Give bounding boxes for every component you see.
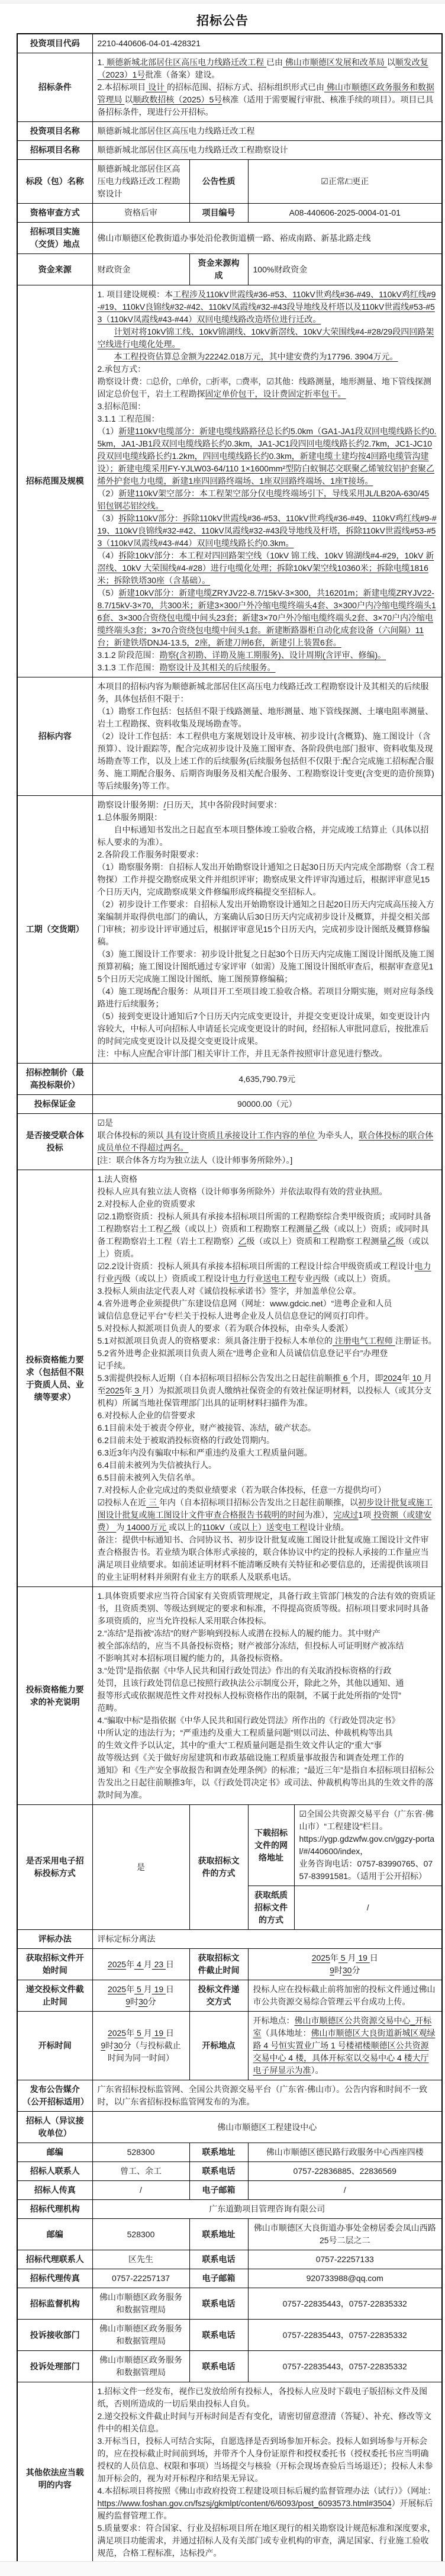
row-location-label: 招标项目实施（交货）地点 <box>17 223 92 254</box>
table-row <box>17 2162 442 2181</box>
table-row <box>17 223 442 254</box>
row-qualification-value: 1.法人资格 投标人应具有独立法人资格（设计师事务所除外）并依法取得有效的营业执照。 2.对投标人企业的资质要求 ☑2.1勘察资质：投标人须具有承接本招标项目所需的工程勘察综合类甲级资质；或同时具备工程勘察岩土工程乙级（或以上）资质和工程勘察工程测量乙级（或以上）资质；或同时具备工程勘察岩土工程（岩土工程勘察）乙级（或以上）资质和工程勘察工程测量乙级（或以上）资质。 ☑2.2设计资质：投标人须具有承接本招标项目所需的工程设计综合甲级资质或工程设计电力行业丙级（或以上）资质或工程设计电力行业送电工程专业丙级（或以上）资质。 3.投标人须由法定代表人对《诚信投标承诺书》签字，并加盖单位公章。 4.省外进粤企业须提供广东建设信息网（网址：www.gdcic.net）“进粤企业和人员 诚信信息登记平台”专栏关于投标人进粤企业及人员信息登记的网页打印件。 5.对投标人拟派项目负责人的要求（若为联合体投标，由牵头人委派） 5.1对拟派项目负责人的资格要求：须具备注册于投标人本单位的 注册电气工程师 注册证书。 5.2省外进粤企业拟派项目负责人须在“进粤企业和人员诚信信息登记平台”办理登 记手续。 5.3需提供投标人近期（自本招标项目招标公告发出之日起往前顺推 6 个月，即2024年 10 月至2025年 3 月）为拟派项目负责人缴纳社保资金的有效社保证明材料，以投标人（或其分支机构）所属当地社保管理部门出具的证明材料扫描件为准。 6.对投标人企业的信誉要求 6.1目前未处于被责令停业，财产被接管、冻结，破产状态。 6.2目前未处于被取消投标资格的行政处罚期内。 6.3近3年内没有骗取中标和严重违约及重大工程质量问题。 6.4目前未被列为失信被执行人。 6.5目前未被列入失信名单。 7.对投标人企业完成过的类似业绩要求（若为联合体投标，任意一方提供均可） ☑投标人在近 三 年内（自本招标项目招标公告发出之日起往前顺推，以初步设计批复或施工图设计批复或施工图设计文件审查合格报告书载明的时间为准），完成过1项 投资额（或建安费） 为 14000万元 或以上的110kV（或以上）送变电工程设计业绩。 备注：提供中标通知书、合同协议书、初步设计批复或施工图设计批复或施工图设计文件审查合格报告书。若业绩为联合体形式承接的，联合体协议中约定的投标人承接的工作量应当满足项目业绩要求。如前述证明材料不能清晰反映有关特征和必要信息的，还需提供该项目的业主证明材料并须附有业主方的联系人及联系电话。 <box>92 1170 442 1587</box>
page-top-strip <box>0 0 445 4</box>
row-agency-addr-label: 联系地址 <box>189 2219 248 2250</box>
row-ceiling-value: 4,635,790.79元 <box>92 1064 442 1095</box>
table-row <box>17 2269 442 2288</box>
row-tenderer-addr-label: 联系地址 <box>189 2143 248 2162</box>
row-other-value: 1.招标文件一经发布，视作已发放给所有投标人，各投标人应及时下载电子版招标文件及图纸，否则所造成的一切后果由投标人自负。 2.递交投标文件截止时间与开标时间是否有变化，请密切留意澄清（答疑）、补充、修改等文件中的相关信息。 3.开标当日，投标人可结合实际，自愿选择是否到场参加开标会。投标人如到场参与开标会的，应在投标截止时间前到场，并带齐个人身份证原件和授权委托书（授权委托书应当明确授权的人员信息、权限和事项）当场提交与核验（开标会现场查验后当场退还）；投标人未参加开标会的，视为对开标程序和结果无异议。 4.本招标项目将按照《佛山市政府投资工程建设项目标后履约监督管理办法（试行）》（网址： https://www.foshan.gov.cn/fszsj/gkmlpt/content/6/6093/post_6093573.html#3504）开展标后履约监督管理工作。 5.质量要求：符合国家、行业及招标项目所在地区现行的相关勘察设计规范标准和深度要求，满足项目功能需求，并通过招标人及有关部门或专业机构的审查，满足国家、行业施工验收规范，合格工程标准，达标投产。 <box>92 2382 442 2576</box>
page-footer-strip <box>0 2561 445 2576</box>
row-tenderer-contact-label: 招标人联系人 <box>17 2162 92 2181</box>
row-paper-doc-value: / <box>294 1886 442 1930</box>
row-qual-review-label: 资格审查方式 <box>17 204 92 223</box>
table-row <box>17 796 442 1064</box>
row-agency-addr-value: 佛山市顺德区大良街道办事处金榜居委会凤山西路25号二层之二 <box>248 2219 442 2250</box>
row-agency-phone-value: 0757-22257133 <box>248 2250 442 2269</box>
table-row <box>17 2351 442 2382</box>
row-consortium-label: 是否接受联合体投标 <box>17 1114 92 1170</box>
row-section-label: 标段（包）名称 <box>17 160 92 204</box>
row-electronic-value: 是 <box>92 1805 189 1930</box>
table-row <box>17 2219 442 2250</box>
row-project-no-label: 项目编号 <box>189 204 248 223</box>
row-opening-time-label: 开标时间 <box>17 2012 92 2080</box>
row-download-addr-value: ☑全国公共资源交易平台（广东省·佛山市）“工程建设”栏目。 https://ygp.gdzwfw.gov.cn/ggzy-portal/#/440600/index， 业务咨询电话：0757-83990765、0757-83991581。（适用于公开招标） <box>294 1805 442 1886</box>
row-supervisor-value: 佛山市顺德区政务服务和数据管理局 <box>92 2288 189 2320</box>
table-row <box>17 2080 442 2112</box>
row-agency-email-value: 920733988@qq.com <box>248 2269 442 2288</box>
table-row <box>17 2382 442 2576</box>
table-row <box>17 122 442 141</box>
row-agency-phone-label: 联系电话 <box>189 2250 248 2269</box>
table-row <box>17 1805 442 1886</box>
table-row <box>17 2012 442 2080</box>
table-row <box>17 1930 442 1949</box>
table-row <box>17 1095 442 1114</box>
row-project-no-value: A08-440606-2025-0004-01-01 <box>248 204 442 223</box>
row-opening-time-value: 2025年 5 月 19 日 9时30分（与投标截止时间为同一时间） <box>92 2012 189 2080</box>
table-row <box>17 160 442 204</box>
row-complaint-handle-phone-value: 0757-22835443，0757-22835332 <box>248 2351 442 2382</box>
row-doc-start-value: 2025年 4 月 23 日 <box>92 1949 189 1980</box>
row-submit-method-value: 投标人应在投标截止前将加密的投标文件通过佛山市公共资源交易综合管理云平台成功上传。 <box>248 1980 442 2012</box>
row-complaint-handle-phone-label: 联系电话 <box>189 2351 248 2382</box>
row-agency-contact-value: 区先生 <box>92 2250 189 2269</box>
row-agency-fax-label: 招标代理传真 <box>17 2269 92 2288</box>
table-row <box>17 204 442 223</box>
row-tender-name-value: 顺德新城北部居住区高压电力线路迁改工程勘察设计 <box>92 141 442 160</box>
table-row <box>17 1587 442 1805</box>
row-electronic-label: 是否采用电子招标投标方式 <box>17 1805 92 1930</box>
row-funds-label: 资金来源 <box>17 254 92 285</box>
row-agency-contact-label: 招标代理联系人 <box>17 2250 92 2269</box>
row-duration-value: 勘察设计服务期：/日历天，其中各阶段时间要求： 1.总体服务期限： 自中标通知书发出之日起直至本项目整体竣工验收合格，并完成竣工结算止（具体以招标人要求的为准）。 2.各阶段工作服务时限要求： （1）勘察服务期：自招标人发出开始勘察设计通知之日起30日历天内完成全部勘察（含工程物探）工作并提交勘察成果文件并组织评审；勘察成果文件评审沟通过后，根据评审意见15个日历天内，完成勘察成果文件修编形成终稿提交至招标人。 （2）初步设计工作要求：自招标人发出开始勘察设计通知之日起20日历天内完成高压接入方案编制并取得供电部门的确认，方案确认后30日历天内完成初步设计及概算，并提交相关部门审核；初步设计评审通过后，根据评审意见15个日历天内，完成初步设计图纸及概算修编稿。 （3）施工图设计工作要求：初步设计批复之日起30个日历天内完成施工图设计图纸及施工图预算初稿；施工图设计图纸通过专家评审（如需）及施工图设计图纸审查后，根据审查意见15个日历天完成施工图设计图纸、施工图预算修编稿； （4）施工现场配合服务：从项目开工至项目竣工验收合格。若项目分期实施，则对应每条线路进行后续服务； （5）接到变更设计通知后7个日历天内完成变更设计，并提交变更设计成果，如变更设计内容较大，中标人可向招标人申请延长完成变更设计的时间，经招标人审批同意后，按批准后的时间完成变更设计以及提交变更设计成果。 注：中标人应配合审计部门相关审计工作，并且无条件按照审计意见进行整改。 <box>92 796 442 1064</box>
row-complaint-handle-label: 投诉处理部门 <box>17 2351 92 2382</box>
row-funds-value: 财政资金 <box>92 254 189 285</box>
page-title: 招标公告 <box>196 14 249 28</box>
table-row <box>17 2200 442 2219</box>
row-media-value: 广东省招标投标监管网、全国公共资源交易平台（广东省·佛山市）。公告内容和时间不一致时，以广东省招标投标监管网发布的为准。 <box>92 2080 442 2112</box>
row-evaluation-label: 评标办法 <box>17 1930 92 1949</box>
row-tenderer-value: 佛山市顺德区工程建设中心 <box>92 2112 442 2143</box>
table-row <box>17 2112 442 2143</box>
table-row <box>17 285 442 677</box>
row-opening-place-label: 开标地点 <box>189 2012 248 2080</box>
table-row <box>17 53 442 122</box>
row-complaint-handle-value: 佛山市顺德区政务服务和数据管理局 <box>92 2351 189 2382</box>
row-code-value: 2210-440606-04-01-428321 <box>92 34 442 53</box>
row-opening-place-value: 开标地点：佛山市顺德区公共资源交易中心_开标室（具体地址：佛山市顺德区大良街道新城区观绿路 4 号恒实置业广场 1 号楼裙楼顺德区公共资源交易中心 4 楼，具体开标室以交易中心 4 楼大厅电子屏显示为准）。 <box>248 2012 442 2080</box>
row-notice-nature-label: 公告性质 <box>189 160 248 204</box>
row-agency-fax-value: 0757-22257137 <box>92 2269 189 2288</box>
table-row <box>17 2250 442 2269</box>
row-qualification-label: 投标资格能力要求（包括但不限于资质人员、业绩等要求） <box>17 1170 92 1587</box>
row-tenderer-post-value: 528300 <box>92 2143 189 2162</box>
row-complaint-recv-value: 佛山市顺德区政务服务和数据管理局 <box>92 2320 189 2351</box>
table-row <box>17 1980 442 2012</box>
row-tenderer-post-label: 邮编 <box>17 2143 92 2162</box>
row-agency-email-label: 电子邮箱 <box>189 2269 248 2288</box>
row-notice-nature-value: ☑正常/□更正 <box>248 160 442 204</box>
row-tenderer-label: 招标人（异议接收单位） <box>17 2112 92 2143</box>
row-other-label: 其他依法应当载明的内容 <box>17 2382 92 2576</box>
row-agency-label: 招标代理机构 <box>17 2200 92 2219</box>
row-complaint-recv-label: 投诉接收部门 <box>17 2320 92 2351</box>
table-row <box>17 1064 442 1095</box>
table-row <box>17 34 442 53</box>
row-qual-notes-value: 1.具体资质要求应当符合国家有关资质管理规定，具备行政主管部门核发的合法有效的资质证书，且资质类别、等级达到规定的要求和标准，不得提高资质等级。招标项目要求同时具备多项资质的，应当允许投标人采用联合体投标。 2.“冻结”是指被“冻结”的财产影响到投标人或潜在投标人的履约能力。其中财产 被全部冻结的，应当不具备投标资格；财产被部分冻结，但投标人可证明财产被冻结 不影响其对本招标项目履约能力的，具备投标资格。 3.“处罚”是指依据《中华人民共和国行政处罚法》作出的有关取消投标资格的行政 处罚，且该行政处罚信息已按照行政执法公示制度公开，除此之外，其他以通知、通 报等形式或依据规范性文件对投标人投标资格作出的限制，不属于此处所指的“处罚” 范畴。 4.“骗取中标”是指依据《中华人民共和国行政处罚法》所作出的《行政处罚决定书》 中所认定的违法行为；“严重违约及重大工程质量问题”则以司法、仲裁机构等出具 的生效文件予以认定，其中的“重大”工程质量问题是指生效文件认定的“重大”事 故等级达到《关于做好房屋建筑和市政基础设施工程质量事故报告和调查处理工作的 通知》和《生产安全事故报告和调查处理条例》的标准；“最近三年”是指自本招标项目招标公告发出之日起往前顺推3年，以《行政处罚决定书》或司法、仲裁机构等出具的生效文件的落款时间为准。 <box>92 1587 442 1805</box>
table-row <box>17 1949 442 1980</box>
row-tenderer-fax-value: / <box>92 2181 189 2200</box>
table-row <box>17 2143 442 2162</box>
row-scope-value: 1. 项目建设规模：本工程涉及110kV世霞线#36-#53、110kV世鸡线#36-#49、110kV鸡红线#9-#19、110kV良锦线#32-#42、110kV凤霞线#32-#43段导地线及杆塔以及110kV世霞线#53-#53（110kV凤霞线#43-#44）双回电缆线路改造塔位进行迁改。 计划对将10kV锦工线、10kV锦湖线、10kV新滘线、10kV大荣围线#4-#28/29段四回路架空线进行电缆化处理。 本工程投资估算总金额为22242.018万元，其中建安费约为17796. 3904万元。 2.承包方式： 勘察设计费：□总价，□单价，□折率，□费率，☑其他：线路测量，地形测量、地下管线探测固定总价包干，岩土工程勘探固定单价包干，设计费固定折率包干。 3.招标范围： 3.1.1 工程范围： （1）新建110kV电缆部分：新建电缆线路路径总长约5.0km（GA1-JA1段双回电缆线路长约0.5km，JA1-JB1段双回电缆线路长约0.3km，JA1-JC1段四回电缆线路长约2.7km，JC1-JC10段双回电缆线路长约1.2km，四回电缆线路长约0.3km，新建电缆土建均按4回路电缆管沟建设）；新建电缆采用FY-YJLW03-64/110 1×1600mm²型防白蚁铜芯交联聚乙烯皱纹铝护套聚乙烯外护套电力电缆，新建1座四回路终端场、1座双回路终端场、1座T接场。 （2）新建110kV架空部分：本工程架空部分仅电缆终端场引下，导线采用JL/LB20A-630/45 铝包钢芯铝绞线。 （3）拆除110kV部分：拆除110kV世霞线#36-#53、110kV世鸡线#36-#49、110kV鸡红线#9-#19、110kV良锦线#32-#42、110kV凤霞线#32-#43段导地线及杆塔，拆除110kV世霞线#53-#53（110kV凤霞线#43-#44）双回电缆线路长约0.3km。 （4）拆除10kV部分：本工程对四回路架空线（10kV 锦工线、10kV 锦湖线#4-#29，10kV 新滘线、10kV 大荣围线#4-#28）进行电缆化处理；拆除10kV架空线10360米；拆除电缆1816米；拆除铁塔30座（含基础）。 （5）新建10kV部分：新建电缆ZRYJV22-8.7/15kV-3×300，共16201m；新建电缆ZRYJV22-8.7/15kV-3×70，共300米；新建3×300户外冷缩电缆终端头4套、3×300户内冷缩电缆终端头16套、3×300合资绕包电缆中间头23套；新建3×70户外冷缩电缆终端头2套、3×70户内冷缩电缆终端头3套；3×70合资绕包电缆中间头1套。新建断路器柜自动化成套设备（六间隔）11台；新建铁塔DNJ4-13.5，2座，新建刀闸6套，新建引上装置6套。 3.1.2 阶段范围：勘察(含初勘、详勘及施工期服务)、设计周期(含评审、修编)。 3.1.3 工作范围：勘察设计及其相关的后续服务。 <box>92 285 442 677</box>
row-supervisor-phone-value: 0757-22835443，0757-22835332 <box>248 2288 442 2320</box>
table-row <box>17 2181 442 2200</box>
row-complaint-recv-phone-label: 联系电话 <box>189 2320 248 2351</box>
row-invest-name-label: 投资项目名称 <box>17 122 92 141</box>
row-code-label: 投资项目代码 <box>17 34 92 53</box>
row-tenderer-phone-label: 联系电话 <box>189 2162 248 2181</box>
row-complaint-recv-phone-value: 0757-22835443，0757-22835332 <box>248 2320 442 2351</box>
row-paper-doc-label: 获取纸质招标文件的方式 <box>248 1886 294 1930</box>
table-row <box>17 2288 442 2320</box>
row-agency-post-value: 528300 <box>92 2219 189 2250</box>
row-agency-post-label: 邮编 <box>17 2219 92 2250</box>
row-doc-end-value: 2025年 5 月 19 日 9时30分 <box>248 1949 442 1980</box>
row-section-value: 顺德新城北部居住区高压电力线路迁改工程勘察设计 <box>92 160 189 204</box>
row-invest-name-value: 顺德新城北部居住区高压电力线路迁改工程 <box>92 122 442 141</box>
row-tenderer-phone-value: 0757-22836885、22836569 <box>248 2162 442 2181</box>
row-download-addr-label: 下载招标文件的网络地址 <box>248 1805 294 1886</box>
row-submit-method-label: 投标文件递交方式 <box>189 1980 248 2012</box>
row-ceiling-label: 招标控制价（最高投标限价） <box>17 1064 92 1095</box>
row-bid-deadline-label: 递交投标文件截止时间 <box>17 1980 92 2012</box>
row-location-value: 佛山市顺德区伦教街道办事处沿伦教街道横一路、裕成南路、新基北路走线 <box>92 223 442 254</box>
row-agency-value: 广东道勤项目管理咨询有限公司 <box>92 2200 442 2219</box>
row-doc-start-label: 获取招标文件开始时间 <box>17 1949 92 1980</box>
row-tenderer-email-label: 电子邮箱 <box>189 2181 248 2200</box>
row-conditions-value: 1. 顺德新城北部居住区高压电力线路迁改工程 已由 佛山市顺德区发展和改革局 以顺发改复（2023）1号批准（备案）建设。 2.本招标项目 设计 的招标范围、招标方式、招标组织形式已由 佛山市顺德区政务服务和数据管理局 以顺政数招核（2025）5号核准（适用于需要履行审批、核准手续的项目）。项目已具备招标条件，现进行公开招标。 <box>92 53 442 122</box>
row-supervisor-phone-label: 联系电话 <box>189 2288 248 2320</box>
row-tenderer-fax-label: 招标人传真 <box>17 2181 92 2200</box>
table-row <box>17 1114 442 1170</box>
tender-table <box>17 33 443 2576</box>
row-tenderer-email-value: / <box>248 2181 442 2200</box>
row-deposit-value: 90000.00（元） <box>92 1095 442 1114</box>
table-row <box>17 1170 442 1587</box>
row-evaluation-value: 评标定标分离法 <box>92 1930 442 1949</box>
row-deposit-label: 投标保证金 <box>17 1095 92 1114</box>
row-bid-deadline-value: 2025年 5 月 19 日 9时30分 <box>92 1980 189 2012</box>
row-supervisor-label: 招标监督机构 <box>17 2288 92 2320</box>
row-duration-label: 工期（交货期） <box>17 796 92 1064</box>
row-doc-method-label: 获取招标文件的方式 <box>189 1805 248 1930</box>
row-consortium-value: ☑是 联合体投标的须以 具有设计资质且承接设计工作内容的单位 为牵头人，联合体投标的联合体成员单位不得超过两名。 [注：联合体各方均为独立法人（设计师事务所除外）。] <box>92 1114 442 1170</box>
row-tenderer-addr-value: 佛山市顺德区德民路行政服务中心西座四楼 <box>248 2143 442 2162</box>
row-qual-review-value: 资格后审 <box>92 204 189 223</box>
row-tenderer-contact-value: 曾工、余工 <box>92 2162 189 2181</box>
row-tender-name-label: 招标项目名称 <box>17 141 92 160</box>
row-funds-comp-value: 100%财政资金 <box>248 254 442 285</box>
row-media-label: 发布公告媒介（公开招标适用） <box>17 2080 92 2112</box>
row-qual-notes-label: 投标资格能力要求的补充说明 <box>17 1587 92 1805</box>
row-scope-label: 招标范围及规模 <box>17 285 92 677</box>
table-row <box>17 2320 442 2351</box>
table-row <box>17 677 442 796</box>
table-row <box>17 254 442 285</box>
row-conditions-label: 招标条件 <box>17 53 92 122</box>
row-content-label: 招标内容 <box>17 677 92 796</box>
table-row <box>17 141 442 160</box>
row-funds-comp-label: 资金来源构成 <box>189 254 248 285</box>
row-content-value: 本项目的招标内容为顺德新城北部居住区高压电力线路迁改工程勘察设计及其相关的后续服务，具体包括但不限于： （1）勘察工作包括：包括但不限于线路测量、地形测量、地下管线探测、土壤电阻率测量、岩土工程勘探、资料收集及现场勘查等。 （2）设计工作包括：本工程供电方案规划设计及审核、初步设计(含概算)、施工图设计（含预算）、设计跟踪等，配合完成初步设计及施工图审查、各阶段供电部门报审、资料收集及现场勘查等工作，以及上述工作的后续服务(后续服务包括但不仅限于:配合完成施工招标配合服务、施工期配合服务、后期咨询服务及相关配合服务、工程勘察设计变更(含变更的造价预算)等后续服务)等工作。 <box>92 677 442 796</box>
row-doc-end-label: 获取招标文件截止时间 <box>189 1949 248 1980</box>
